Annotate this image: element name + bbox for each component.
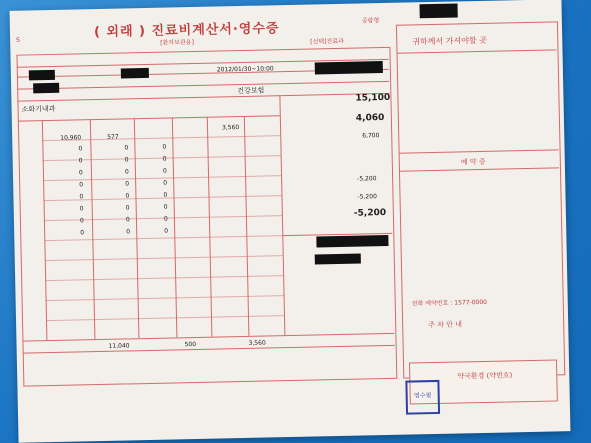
zero-cell: 0 [162,155,167,163]
parking-guide: 주 차 안 내 [428,320,463,330]
zero-cell: 0 [78,169,83,177]
zero-cell: 0 [79,181,84,189]
document-subtitle: [환자보관용] [160,38,194,47]
document-title: ( 외래 ) 진료비계산서·영수증 [93,21,280,41]
redacted-address [315,61,383,74]
row-first-sub: 577 [107,133,119,141]
zero-cell: 0 [125,180,130,188]
total-amount: 15,100 [355,92,391,104]
top-right-label: 공람형 [361,17,380,25]
zero-cell: 0 [162,167,167,175]
redacted-ward [33,83,59,94]
redacted-patient-id [29,70,55,81]
bottom-left: 11,040 [108,342,130,350]
patient-pay: 4,060 [355,113,385,124]
zero-cell: 0 [78,157,83,165]
negative-one: -5,200 [357,175,377,183]
other-value: 6,700 [362,132,380,140]
negative-two: -5,200 [357,193,377,201]
zero-cell: 0 [124,144,129,152]
insurance-type: 건강보험 [237,86,265,96]
zero-cell: 0 [124,168,129,176]
visit-datetime: 2012/01/30~10:00 [216,65,274,74]
redacted-name [121,68,149,79]
redacted-card [316,235,388,248]
zero-cell: 0 [125,192,130,200]
zero-cell: 0 [126,228,131,236]
redacted-approval [315,254,361,265]
zero-cell: 0 [163,179,168,187]
zero-cell: 0 [163,191,168,199]
paid-stamp: 영수필 [405,380,440,415]
zero-cell: 0 [78,145,83,153]
zero-cell: 0 [124,156,129,164]
reservation-heading: 예 약 증 [460,157,486,167]
zero-cell: 0 [79,193,84,201]
zero-cell: 0 [163,215,168,223]
zero-cell: 0 [163,203,168,211]
right-panel-heading: 귀하께서 가셔야할 곳 [412,35,487,47]
pharmacy-label: 약국환경 (약번호) [457,371,513,381]
row-first-value: 10,960 [60,134,82,142]
zero-cell: 0 [164,227,169,235]
bottom-mid: 500 [184,340,197,349]
zero-cell: 0 [80,229,85,237]
selected-label: [선택]진료과 [310,37,344,46]
row-first-right: 3,560 [221,124,240,132]
bottom-right: 3,560 [248,339,266,347]
phone-label: 전화 예약번호 : 1577-0000 [411,298,488,308]
zero-cell: 0 [125,216,130,224]
zero-cell: 0 [162,143,167,151]
corner-mark: S [16,36,21,44]
zero-cell: 0 [125,204,130,212]
department: 소화기내과 [21,104,56,114]
redacted-id [419,3,457,18]
negative-three: -5,200 [353,207,387,219]
right-panel [396,21,565,378]
zero-cell: 0 [79,217,84,225]
receipt-document [10,0,571,443]
zero-cell: 0 [79,205,84,213]
